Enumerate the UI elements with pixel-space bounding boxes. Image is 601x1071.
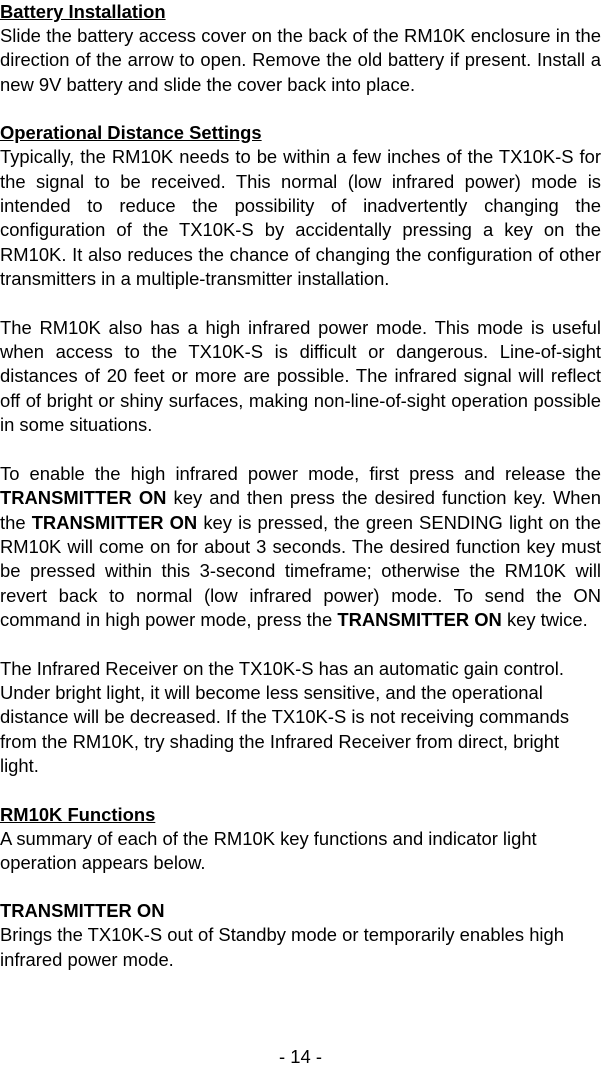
- distance-paragraph-1: Typically, the RM10K needs to be within a few inches of the TX10K-S for the signal to be received. This normal (low infrared power) mode is intended to reduce the possibility of inadvertently changing the configuration of the TX10K-S by accidentally pressing a key on the RM10K. It also reduces the chance of changing the configuration of other transmitters in a multiple-transmitter installation.: [0, 146, 601, 290]
- distance-paragraph-3: [0, 462, 601, 633]
- operational-distance-heading: Operational Distance Settings: [0, 122, 262, 144]
- text-run: To enable the high infrared power mode, first press and release the: [0, 462, 601, 484]
- text-run: key and then press the desired function key. When the: [0, 487, 601, 533]
- transmitter-on-heading: TRANSMITTER ON: [0, 900, 165, 922]
- transmitter-on-key-name: TRANSMITTER ON: [337, 609, 502, 631]
- spacer: [0, 438, 601, 462]
- rm10k-functions-heading: RM10K Functions: [0, 803, 156, 825]
- rm10k-functions-text: A summary of each of the RM10K key functions and indicator light operation appears below.: [0, 827, 537, 873]
- transmitter-on-key-name: TRANSMITTER ON: [0, 487, 167, 509]
- distance-paragraph-4: The Infrared Receiver on the TX10K-S has an automatic gain control. Under bright light, it will become less sensitive, and the operational distance will be decreased. If the TX10K-S is not receiving commands from the RM10K, try shading the Infrared Receiver from direct, bright light.: [0, 657, 570, 777]
- spacer: [0, 97, 601, 121]
- spacer: [0, 779, 601, 803]
- battery-installation-heading: Battery Installation: [0, 1, 166, 22]
- distance-paragraph-2: The RM10K also has a high infrared power mode. This mode is useful when access to the TX10K-S is difficult or dangerous. Line-of-sight distances of 20 feet or more are possible. The infrared signal will reflect off of bright or shiny surfaces, making non-line-of-sight operation possible in some situations.: [0, 316, 601, 436]
- spacer: [0, 875, 601, 899]
- battery-installation-text: Slide the battery access cover on the back of the RM10K enclosure in the direction of the arrow to open. Remove the old battery if present. Install a new 9V battery and slide the cover back into place.: [0, 25, 601, 95]
- page-number: - 14 -: [279, 1046, 322, 1067]
- transmitter-on-key-name: TRANSMITTER ON: [31, 511, 198, 533]
- spacer: [0, 633, 601, 657]
- spacer: [0, 292, 601, 316]
- transmitter-on-text: Brings the TX10K-S out of Standby mode or temporarily enables high infrared power mode.: [0, 924, 564, 970]
- text-run: key is pressed, the green SENDING light on the RM10K will come on for about 3 seconds. The desired function key must be pressed within this 3-second timeframe; otherwise the RM10K will revert back to normal (low infrared power) mode. To send the ON command in high power mode, press the: [0, 511, 601, 631]
- text-run: key twice.: [501, 609, 588, 631]
